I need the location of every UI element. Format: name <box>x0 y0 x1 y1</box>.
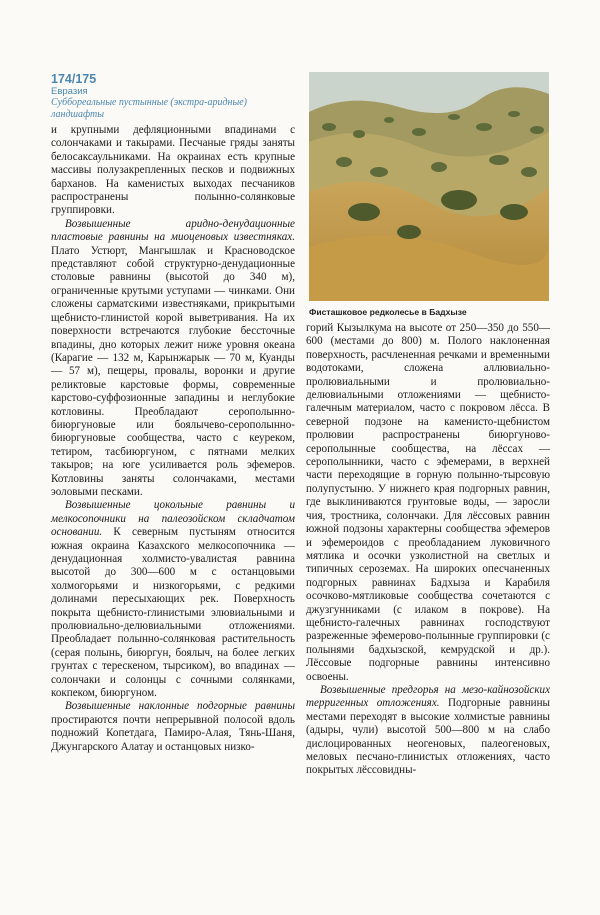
paragraph-body: простираются почти непрерывной полосой вдоль подножий Копетдага, Памиро-Алая, Тянь-Шаня, Джунгарского Алатау и останцовых низко- <box>51 713 295 753</box>
paragraph-heading: Возвышенные аридно-денудационные пластовые равнины на миоценовых известняках. <box>51 217 295 244</box>
paragraph-body: К северным пустыням относится южная окраина Казахского мелкосопочника — денудационная холмисто-увалистая равнина высотой до 300—600 м с останцовыми холмогорьями и низкогорьями, с редкими долинами пересыхающих рек. Поверхность покрыта щебнисто-глинистыми элювиальными и пролювиально-делювиальными отложениями. Преобладает полынно-солянковая растительность (серая полынь, биюргун, боялыч, на более легких грунтах с терескеном, тырсиком), во впадинах — солончаки и солонцы с сочными солянками, кокпеком, биюргуном. <box>51 526 295 700</box>
region-label: Евразия <box>51 86 88 97</box>
paragraph: горий Кызылкума на высоте от 250—350 до 550—600 (местами до 800) м. Полого наклоненная поверхность, расчлененная речками и временными водотоками, сложена аллювиально-пролювиальными и пролювиально-делювиальными отложениями — щебнисто-галечным материалом, часто с покровом лёсса. В северной подзоне на каменисто-щебнистом пролювии распространены биюргуново-серополынные сообщества, на лёссах — серополынники, часто с эфемерами, в верхней части переходящие в горную полынно-тырсовую полупустыню. У нижнего края подгорных равнин, где выклиниваются грунтовые воды, — заросли чия, тростника, солончаки. Для лёссовых равнин южной подзоны характерны сообщества эфемеров и эфемероидов с преобладанием луковичного мятлика и осочки узколистной на светлых и типичных сероземах. На широких опесчаненных подгорных равнинах Бадхыза и Карабиля осочково-мятликовые сообщества сочетаются с джузгунниками (с илаком в покрове). На щебнисто-галечных равнинах господствуют разреженные эфемерово-полынные группировки (с полынями бадхызской, кемрудской и др.). Лёссовые подгорные равнины интенсивно освоены. <box>306 322 550 683</box>
paragraph <box>51 499 295 700</box>
paragraph-heading: Возвышенные предгорья на мезо-кайнозойских терригенных отложениях. <box>306 683 550 710</box>
pistachio-woodland-image <box>309 72 549 301</box>
running-header <box>51 72 291 120</box>
paragraph-heading: Возвышенные наклонные подгорные равнины <box>65 700 295 713</box>
paragraph <box>51 218 295 500</box>
paragraph-body: Плато Устюрт, Мангышлак и Красноводское представляют собой структурно-денудационные столовые равнины (высотой до 340 м), ограниченные крутыми уступами — чинками. Они сложены сарматскими известняками, прикрытыми щебнисто-глинистой корой выветривания. На их поверхности встречаются глубокие бессточные впадины, дно которых лежит ниже уровня океана (Карагие — 132 м, Карынжарык — 70 м, Куанды — 57 м), пещеры, провалы, воронки и другие реликтовые карстовые формы, современные карстово-суффозионные западины и неглубокие котловины. Преобладают серополынно-биюргуновые или боялычево-серополынно-биюргуновые сообщества, часто с кеуреком, тетиром, тасбиюргуном, с пятнами мелких такыров; на юге усиливается роль эфемеров. Котловины заняты солончаками, местами эоловыми песками. <box>51 244 295 498</box>
right-text-column <box>306 322 550 778</box>
landscape-photo <box>309 72 549 301</box>
section-subtitle: Суббореальные пустынные (экстра-аридные) ландшафты <box>51 97 248 120</box>
paragraph-body: Подгорные равнины местами переходят в высокие холмистые равнины (адыры, чули) высотой 500—800 м на слабо дислоцированных неогеновых, палеогеновых, меловых песчано-глинистых отложениях, часто покрытых лёссовидны- <box>306 697 550 777</box>
paragraph: и крупными дефляционными впадинами с солончаками и такырами. Песчаные гряды заняты белосаксаульниками. На окраинах есть крупные массивы полузакрепленных песков и подвижных барханов. На каменистых выходах песчаников распространены полынно-солянковые группировки. <box>51 124 295 217</box>
photo-caption: Фисташковое редколесье в Бадхызе <box>309 307 467 317</box>
paragraph-heading: Возвышенные цокольные равнины и мелкосопочники на палеозойском складчатом основании. <box>51 499 295 539</box>
left-text-column <box>51 124 295 754</box>
paragraph <box>306 684 550 778</box>
paragraph <box>51 700 295 754</box>
page-numbers: 174/175 <box>51 72 97 86</box>
